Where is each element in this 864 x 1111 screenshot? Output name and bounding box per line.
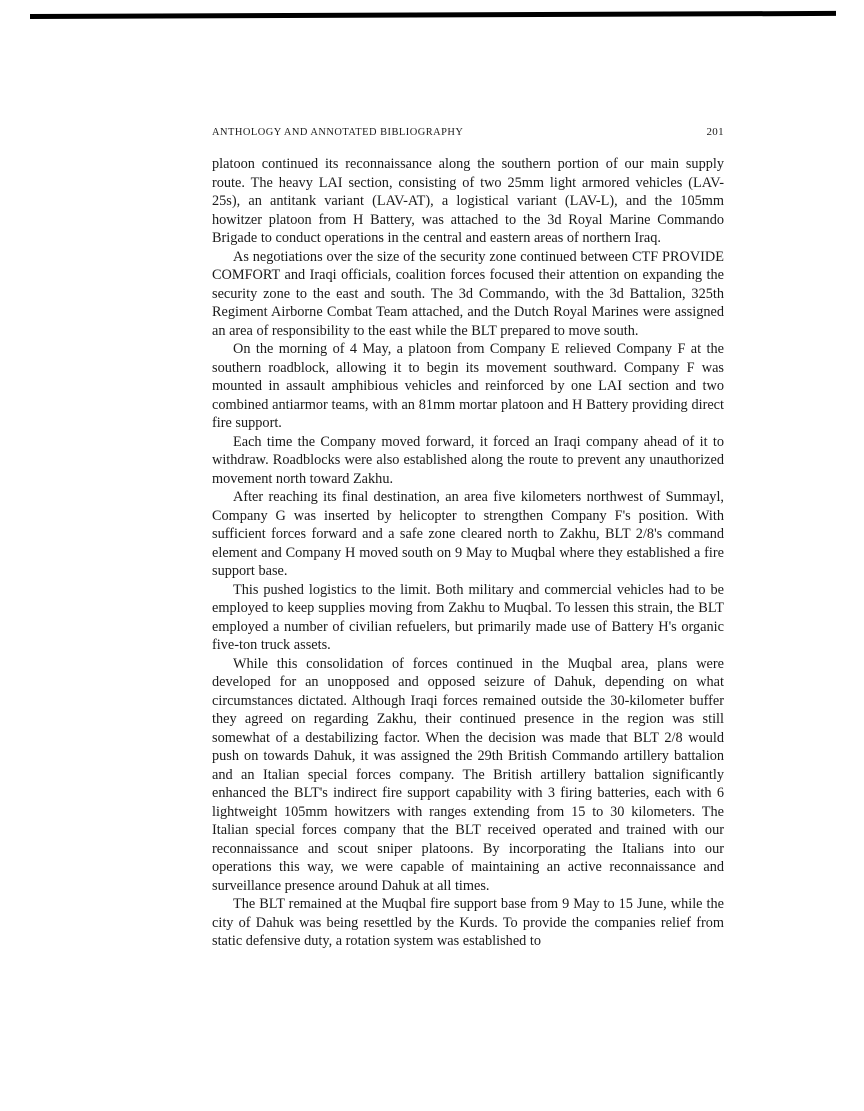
paragraph-6: This pushed logistics to the limit. Both military and commercial vehicles had to be employed to keep supplies moving from Zakhu to Muqbal. To lessen this strain, the BLT employed a number of civilian refuelers, but primarily made use of Battery H's organic five-ton truck assets. xyxy=(212,581,724,653)
paragraph-2: As negotiations over the size of the security zone continued between CTF PROVIDE COMFORT and Iraqi officials, coalition forces focused their attention on expanding the security zone to the east and south. The 3d Commando, with the 3d Battalion, 325th Regiment Airborne Combat Team attached, and the Dutch Royal Marines were assigned an area of responsibility to the east while the BLT prepared to move south. xyxy=(212,248,724,339)
paragraph-1: platoon continued its reconnaissance along the southern portion of our main supply route. The heavy LAI section, consisting of two 25mm light armored vehicles (LAV-25s), an antitank variant (LAV-AT), a logistical variant (LAV-L), and the 105mm howitzer platoon from H Battery, was attached to the 3d Royal Marine Commando Brigade to conduct operations in the central and eastern areas of northern Iraq. xyxy=(212,156,724,246)
paragraph-5: After reaching its final destination, an area five kilometers northwest of Summayl, Company G was inserted by helicopter to strengthen Company F's position. With sufficient forces forward and a safe zone cleared north to Zakhu, BLT 2/8's command element and Company H moved south on 9 May to Muqbal where they established a fire support base. xyxy=(212,489,724,579)
running-head-title: ANTHOLOGY AND ANNOTATED BIBLIOGRAPHY xyxy=(212,127,464,138)
paragraph-7: While this consolidation of forces continued in the Muqbal area, plans were developed for an unopposed and opposed seizure of Dahuk, depending on what circumstances dictated. Although Iraqi forces remained outside the 30-kilometer buffer they agreed on regarding Zakhu, their continued presence in the region was still somewhat of a destabilizing factor. When the decision was made that BLT 2/8 would push on towards Dahuk, it was assigned the 29th British Commando artillery battalion and an Italian special forces company. The British artillery battalion significantly enhanced the BLT's indirect fire support capability with 3 firing batteries, each with 6 lightweight 105mm howitzers with ranges extending from 15 to 30 kilometers. The Italian special forces company that the BLT received operated and trained with our reconnaissance and scout sniper platoons. By incorporating the Italians into our operations this way, we were capable of maintaining an active reconnaissance and surveillance presence around Dahuk at all times. xyxy=(212,655,724,894)
paragraph-3: On the morning of 4 May, a platoon from Company E relieved Company F at the southern roadblock, allowing it to begin its movement southward. Company F was mounted in assault amphibious vehicles and reinforced by one LAI section and two combined antiarmor teams, with an 81mm mortar platoon and H Battery providing direct fire support. xyxy=(212,341,724,431)
paragraph-4: Each time the Company moved forward, it forced an Iraqi company ahead of it to withdraw. Roadblocks were also established along the route to prevent any unauthorized movement north toward Zakhu. xyxy=(212,433,724,487)
running-head xyxy=(212,126,724,138)
page-number: 201 xyxy=(706,126,724,138)
page-content xyxy=(212,126,724,951)
scan-artifact-bar xyxy=(30,11,836,19)
paragraph-8: The BLT remained at the Muqbal fire support base from 9 May to 15 June, while the city of Dahuk was being resettled by the Kurds. To provide the companies relief from static defensive duty, a rotation system was established to xyxy=(212,896,724,949)
